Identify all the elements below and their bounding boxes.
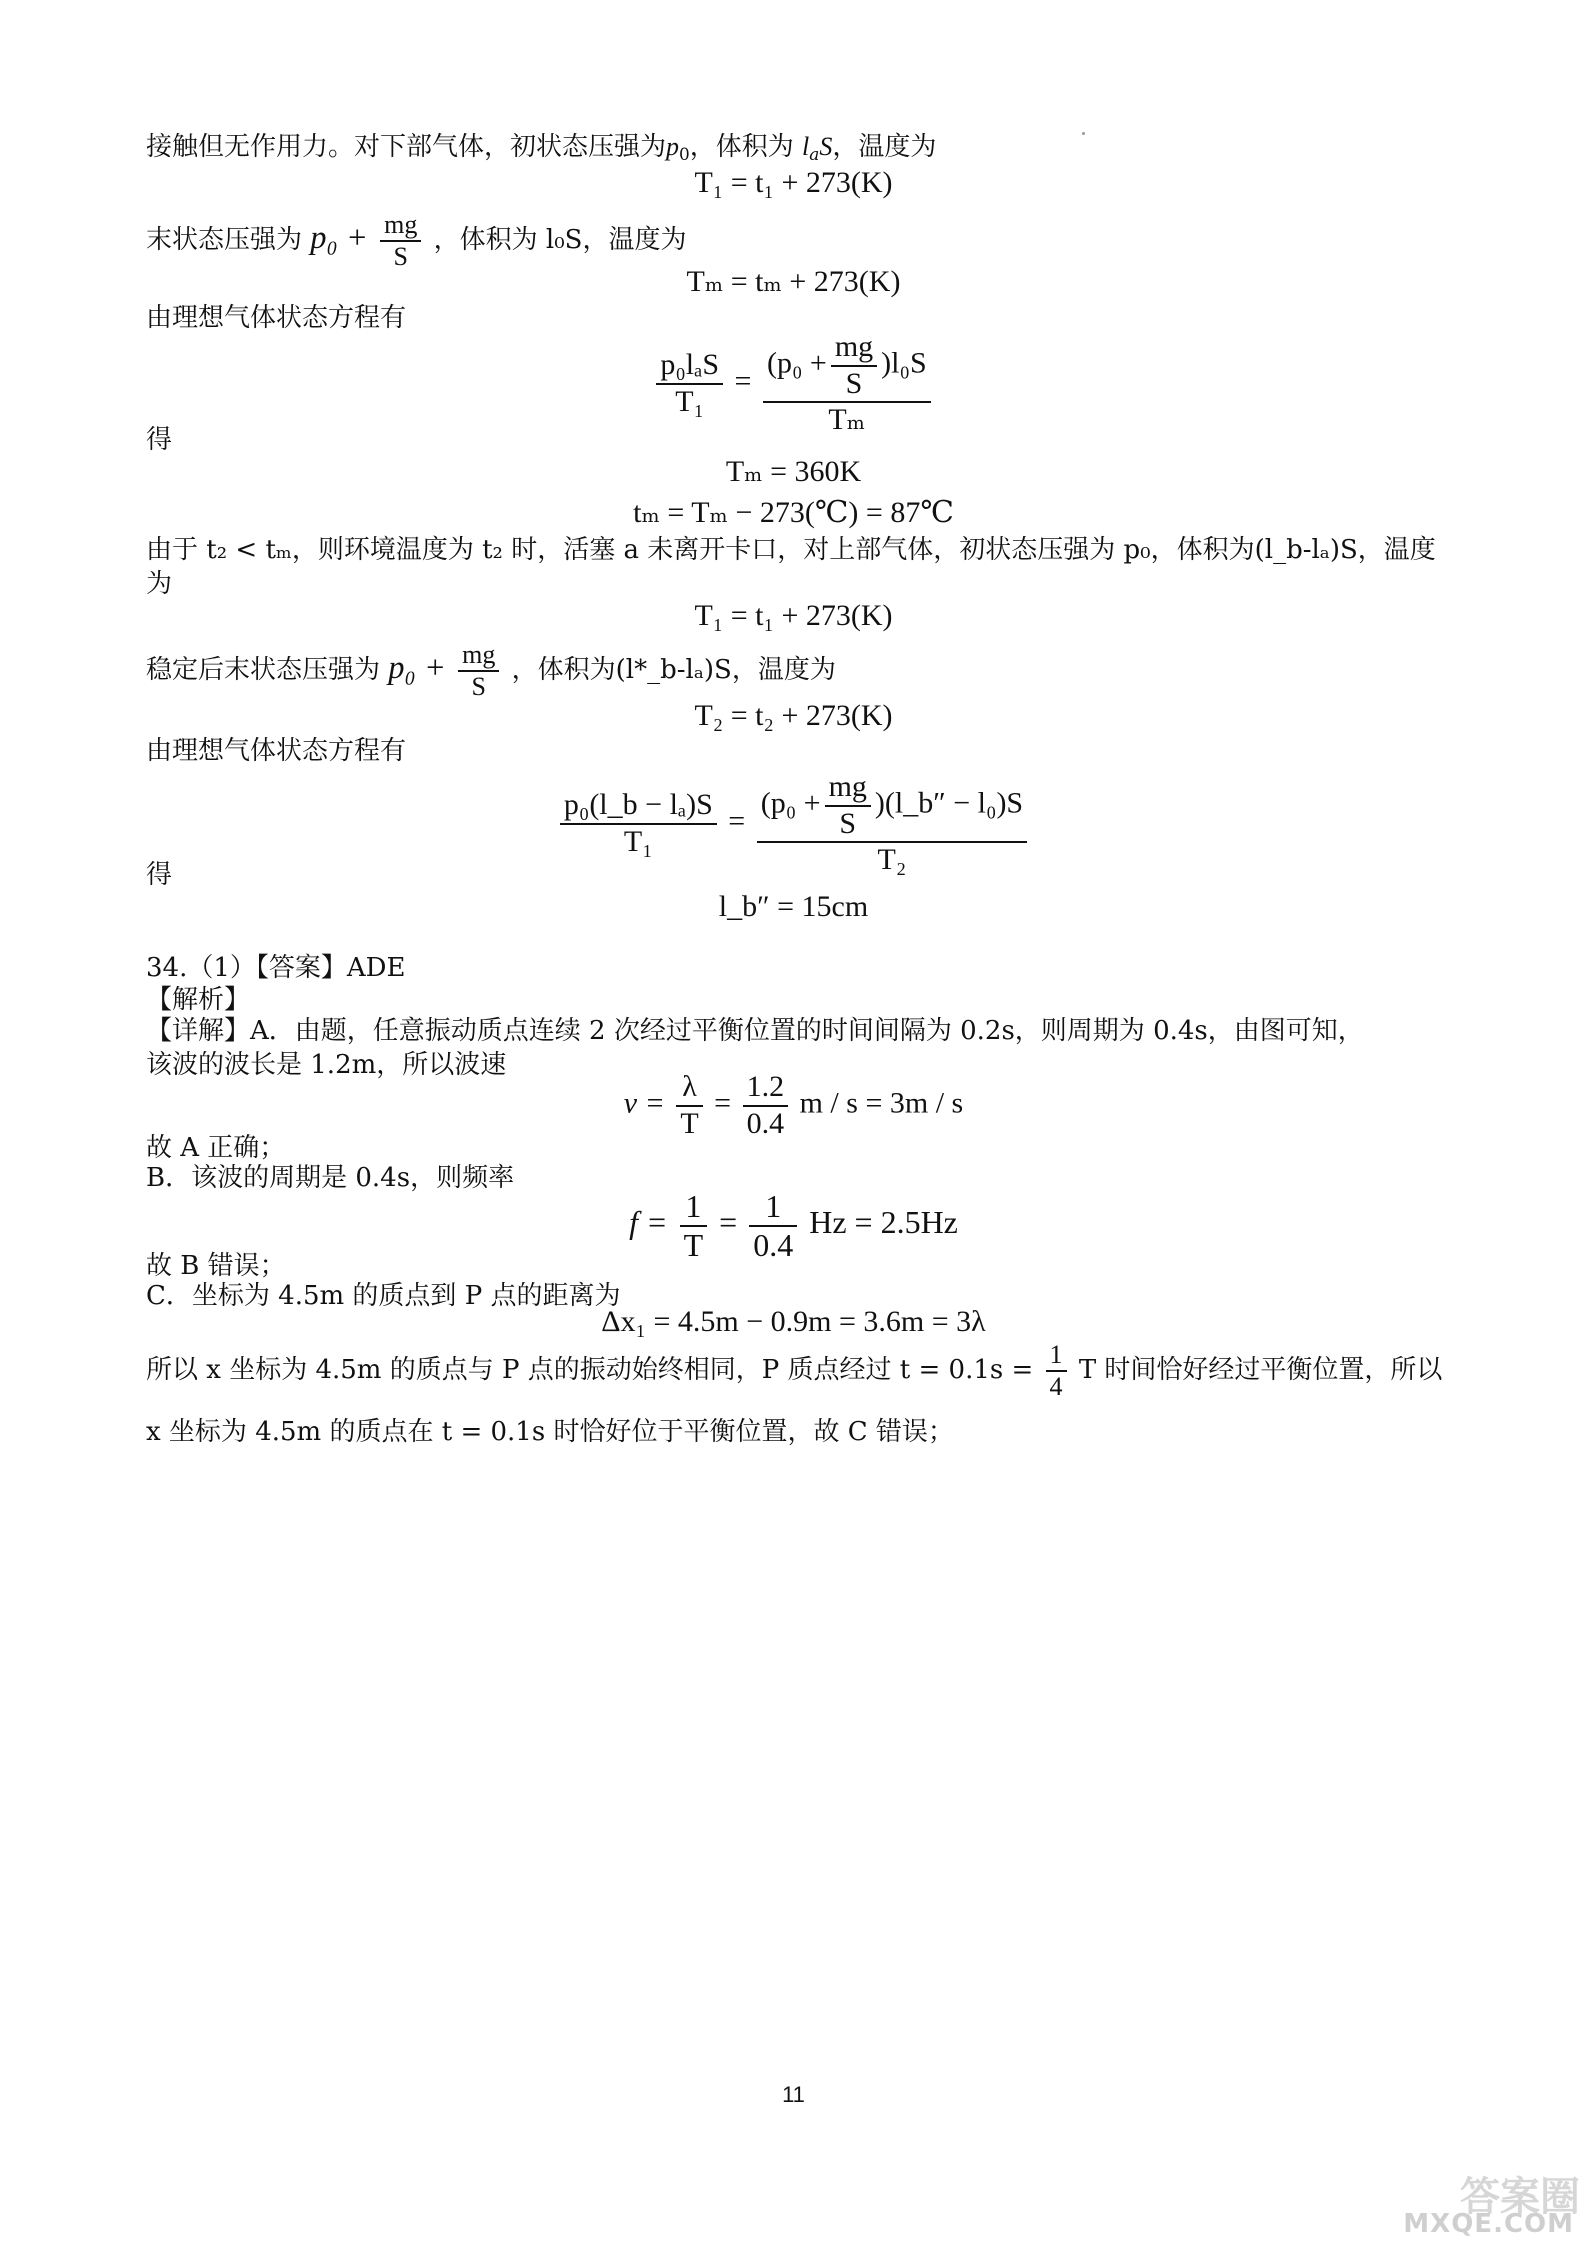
fraction <box>1046 1340 1067 1402</box>
denominator: T <box>680 1106 699 1140</box>
subscript: a <box>809 144 820 165</box>
equation-text: Tₘ = tₘ + 273(K) <box>686 265 901 298</box>
text: ，体积为(l*_b-lₐ)S，温度为 <box>511 654 836 685</box>
fraction <box>743 1070 789 1141</box>
numerator: mg <box>831 330 877 367</box>
denominator: T₁ <box>675 384 705 418</box>
text-line <box>146 1340 1442 1402</box>
equation-text: l_b″ = 15cm <box>718 890 869 923</box>
numerator: 1 <box>749 1188 797 1227</box>
equation-text: Δx₁ = 4.5m − 0.9m = 3.6m = 3λ <box>601 1305 986 1338</box>
equation-ideal-gas-2 <box>0 770 1587 878</box>
denominator: S <box>471 671 486 701</box>
math: (p₀ + <box>760 786 821 820</box>
var-S: S <box>819 132 833 161</box>
text: 34.（1）【答案】ADE <box>146 953 406 983</box>
text-line <box>146 532 1436 568</box>
equation-Tm-value <box>0 452 1587 492</box>
text: C．坐标为 4.5m 的质点到 P 点的距离为 <box>146 1281 621 1311</box>
numerator: p₀(l_b − lₐ)S <box>560 788 717 825</box>
numerator: mg <box>825 770 871 807</box>
var-l: l <box>802 132 810 161</box>
text: 【详解】A．由题，任意振动质点连续 2 次经过平衡位置的时间间隔为 0.2s，则周期为 0.4s，由图可知， <box>146 1016 1364 1046</box>
numerator: λ <box>676 1070 702 1107</box>
math: m / s = 3m / s <box>799 1086 964 1120</box>
math: )l₀S <box>881 346 927 380</box>
equation-text: T₁ = t₁ + 273(K) <box>694 166 893 199</box>
text-line <box>146 640 836 702</box>
fraction <box>680 1188 708 1264</box>
equals: = <box>719 1204 738 1241</box>
denominator: T₂ <box>877 843 907 876</box>
text: 稳定后末状态压强为 <box>146 654 381 685</box>
equals: = <box>734 364 752 398</box>
var-p: p <box>666 132 680 161</box>
text: ，体积为 <box>689 132 803 162</box>
equation-T2 <box>0 696 1587 736</box>
denominator: S <box>839 806 857 840</box>
denominator: T₁ <box>623 824 653 858</box>
text: 由理想气体状态方程有 <box>146 303 407 333</box>
numerator <box>757 770 1027 843</box>
denominator: S <box>845 366 863 400</box>
text: 由理想气体状态方程有 <box>146 736 407 766</box>
equation-text: Tₘ = 360K <box>725 455 862 488</box>
denominator: S <box>393 241 408 271</box>
fraction-rhs <box>763 330 931 438</box>
fraction-rhs <box>757 770 1027 878</box>
equals: = <box>714 1086 732 1120</box>
text: 所以 x 坐标为 4.5m 的质点与 P 点的振动始终相同，P 质点经过 t = 0.1s = <box>146 1355 1034 1385</box>
math: (p₀ + <box>766 346 827 380</box>
text: 得 <box>146 425 173 455</box>
text: 接触但无作用力。对下部气体，初状态压强为 <box>146 132 667 162</box>
text-line <box>146 733 406 769</box>
equation-text: T₁ = t₁ + 273(K) <box>694 599 893 632</box>
text: 故 A 正确； <box>146 1133 286 1163</box>
answer-heading <box>146 950 406 986</box>
text: ，温度为 <box>832 132 937 162</box>
math: )(l_b″ − l₀)S <box>874 786 1024 820</box>
text: T 时间恰好经过平衡位置，所以 <box>1078 1355 1443 1385</box>
fraction-inner <box>825 770 871 841</box>
equation-tm-value <box>0 493 1587 533</box>
text-line <box>146 1414 954 1450</box>
equation-ideal-gas-1 <box>0 330 1587 438</box>
numerator: 1.2 <box>743 1070 789 1107</box>
math: p₀ + <box>388 649 446 686</box>
fraction <box>458 640 499 702</box>
equation-T1 <box>0 163 1587 203</box>
text: 为 <box>146 569 173 599</box>
equation-text: T₂ = t₂ + 273(K) <box>694 699 893 732</box>
text: 得 <box>146 860 173 890</box>
watermark-mark: 答案圈 <box>1460 2174 1580 2220</box>
equals: = <box>728 804 746 838</box>
text: B．该波的周期是 0.4s，则频率 <box>146 1163 515 1193</box>
watermark-logo <box>1400 2165 1580 2245</box>
equation-text: tₘ = Tₘ − 273(℃) = 87℃ <box>633 496 954 529</box>
text: 故 B 错误； <box>146 1251 286 1281</box>
numerator: p₀lₐS <box>656 348 723 385</box>
text: ，体积为 l₀S，温度为 <box>433 224 687 255</box>
fraction <box>749 1188 797 1264</box>
text: 由于 t₂ < tₘ，则环境温度为 t₂ 时，活塞 a 未离开卡口，对上部气体，初状态压强为 p₀，体积为(l_b-lₐ)S，温度 <box>146 535 1436 565</box>
text: 末状态压强为 <box>146 224 303 255</box>
numerator: 1 <box>680 1188 708 1227</box>
denominator: 0.4 <box>753 1226 794 1263</box>
scan-speck <box>1082 132 1085 135</box>
equation-lb-value <box>0 887 1587 927</box>
equation-distance <box>0 1302 1587 1342</box>
numerator: mg <box>458 640 499 672</box>
denominator: Tₘ <box>828 403 866 436</box>
subscript: 0 <box>679 144 690 165</box>
fraction <box>676 1070 702 1141</box>
equation-Tm <box>0 262 1587 302</box>
fraction-inner <box>831 330 877 401</box>
math: p₀ + <box>310 219 368 256</box>
denominator: 4 <box>1049 1372 1063 1401</box>
numerator: 1 <box>1046 1340 1067 1372</box>
math: Hz = 2.5Hz <box>809 1204 958 1241</box>
text: 【解析】 <box>146 985 251 1015</box>
equation-T1-upper <box>0 596 1587 636</box>
page-number: 11 <box>782 2082 805 2107</box>
text: 该波的波长是 1.2m，所以波速 <box>146 1050 507 1080</box>
fraction-lhs <box>656 348 723 419</box>
text: x 坐标为 4.5m 的质点在 t = 0.1s 时恰好位于平衡位置，故 C 错误； <box>146 1417 954 1447</box>
watermark-url: MXQE.COM <box>1403 2209 1574 2239</box>
numerator <box>763 330 931 403</box>
numerator: mg <box>380 210 421 242</box>
denominator: T <box>683 1226 704 1263</box>
math: v = <box>623 1086 665 1120</box>
text-line <box>146 1013 1364 1049</box>
denominator: 0.4 <box>746 1106 785 1140</box>
math: f = <box>629 1204 668 1241</box>
fraction-lhs <box>560 788 717 859</box>
